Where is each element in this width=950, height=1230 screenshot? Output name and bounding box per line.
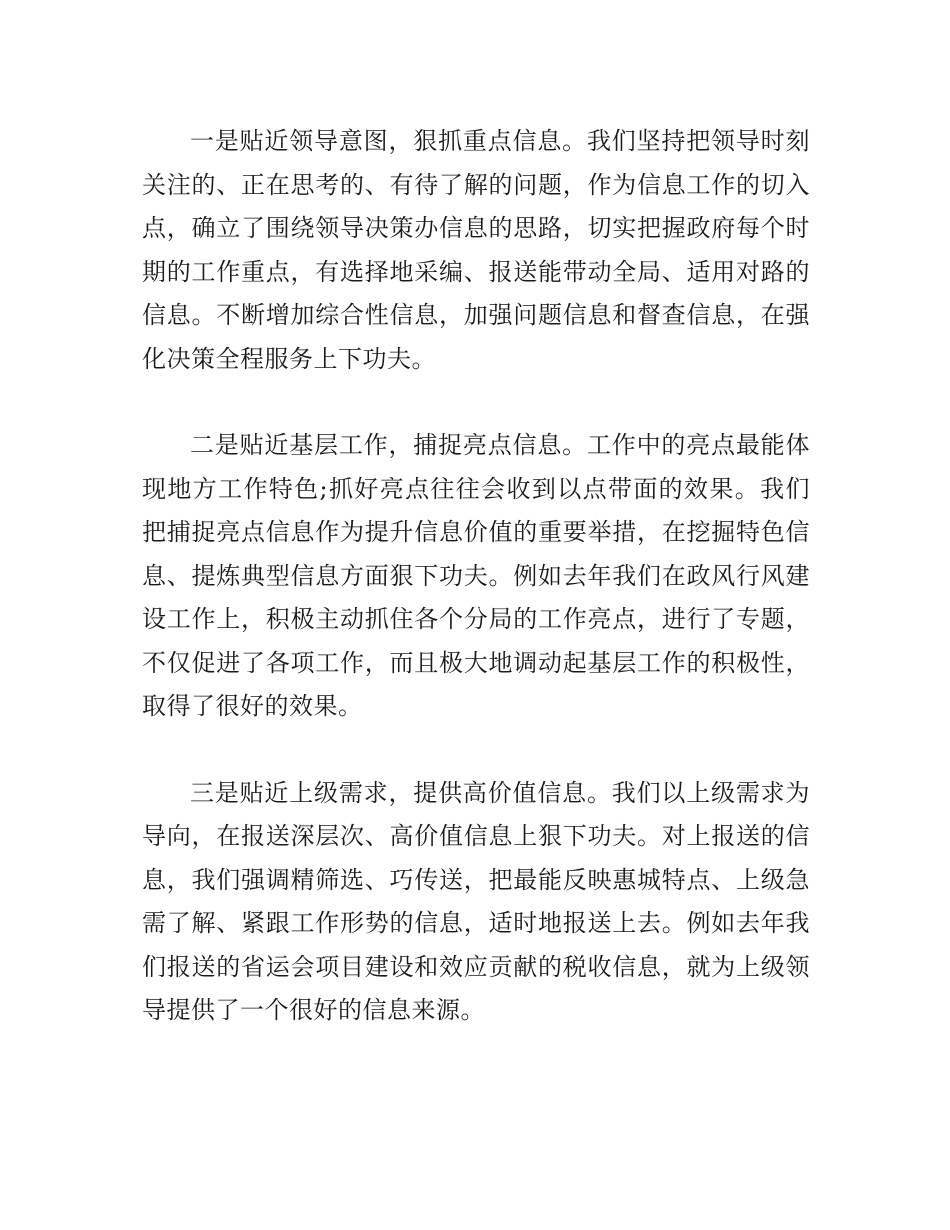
paragraph-3: 三是贴近上级需求，提供高价值信息。我们以上级需求为导向，在报送深层次、高价值信息上狠下功夫。对上报送的信息，我们强调精筛选、巧传送，把最能反映惠城特点、上级急需了解、紧跟工作形势的信息，适时地报送上去。例如去年我们报送的省运会项目建设和效应贡献的税收信息，就为上级领导提供了一个很好的信息来源。 — [142, 778, 810, 1024]
document-body — [142, 120, 810, 1076]
paragraph-1: 一是贴近领导意图，狠抓重点信息。我们坚持把领导时刻关注的、正在思考的、有待了解的问题，作为信息工作的切入点，确立了围绕领导决策办信息的思路，切实把握政府每个时期的工作重点，有选择地采编、报送能带动全局、适用对路的信息。不断增加综合性信息，加强问题信息和督查信息，在强化决策全程服务上下功夫。 — [142, 127, 810, 373]
paragraph-2: 二是贴近基层工作，捕捉亮点信息。工作中的亮点最能体现地方工作特色;抓好亮点往往会收到以点带面的效果。我们把捕捉亮点信息作为提升信息价值的重要举措，在挖掘特色信息、提炼典型信息方面狠下功夫。例如去年我们在政风行风建设工作上，积极主动抓住各个分局的工作亮点，进行了专题，不仅促进了各项工作，而且极大地调动起基层工作的积极性，取得了很好的效果。 — [142, 431, 810, 720]
